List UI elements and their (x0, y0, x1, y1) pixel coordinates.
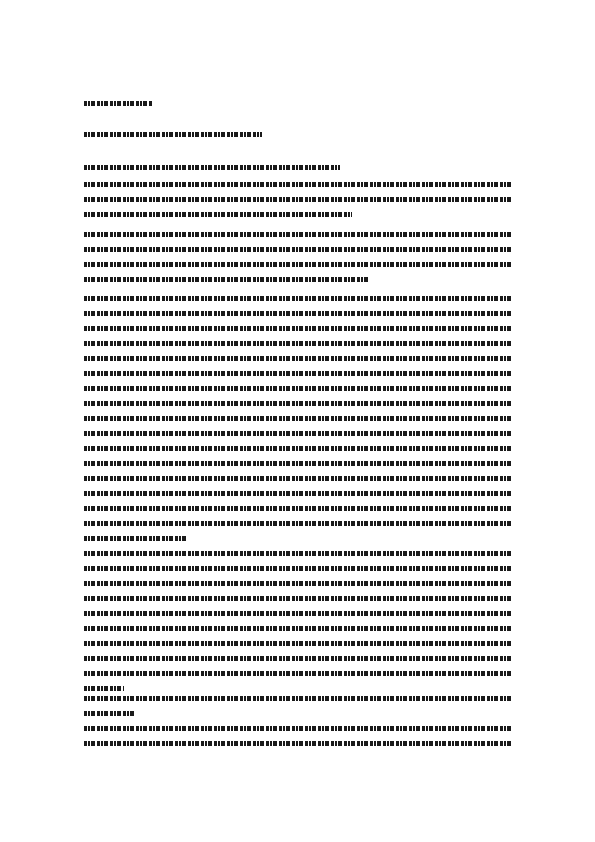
document-subheading (84, 127, 512, 142)
paragraph-2 (84, 227, 512, 287)
paragraph-1 (84, 177, 512, 222)
paragraph-5 (84, 691, 512, 721)
section-title (84, 160, 512, 175)
document-heading (84, 96, 512, 111)
paragraph-4 (84, 546, 512, 696)
paragraph-6 (84, 721, 512, 751)
paragraph-3 (84, 291, 512, 546)
